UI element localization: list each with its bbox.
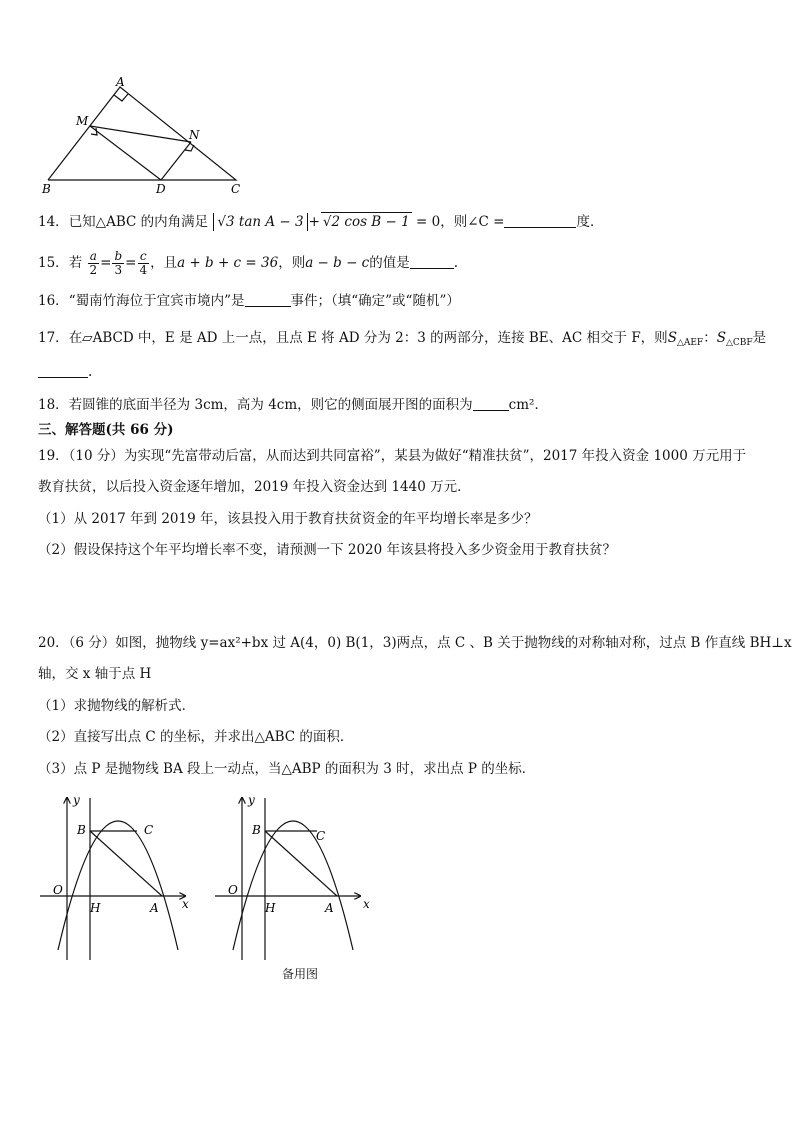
label-a: A — [116, 75, 125, 89]
q15-answer-blank[interactable] — [410, 254, 454, 269]
q14-sqrt-expr: √2 cos B − 1 — [322, 214, 410, 230]
segment-ba — [90, 831, 162, 896]
label-h: H — [90, 901, 101, 915]
question-17: 17．在▱ABCD 中，E 是 AD 上一点，且点 E 将 AD 分为 2：3 的两部分，连接 BE、AC 相交于 F，则$S_{\triangle AEF}$：$S_{\triangle CBF}$是 — [38, 330, 767, 348]
segment-mn — [90, 126, 191, 142]
label-c: C — [316, 829, 326, 843]
segment-nd — [161, 142, 191, 180]
q14-answer-blank[interactable] — [504, 213, 576, 228]
label-c: C — [144, 823, 154, 837]
label-h: H — [265, 901, 276, 915]
question-20-sub3: （3）点 P 是抛物线 BA 段上一动点，当△ABP 的面积为 3 时，求出点 P 的坐标． — [38, 761, 536, 777]
question-15: 15．若 $\frac{a}{2}$ = $\frac{b}{3}$ = $\frac{c}{4}$ ，且a + b + c = 36，则a − b − c的值是 . — [38, 249, 459, 277]
fraction-a-2: $\frac{a}{2}$ — [89, 249, 98, 277]
q14-abs-expr: √3 tan A − 3 — [213, 213, 307, 231]
question-18: 18．若圆锥的底面半径为 3cm，高为 4cm，则它的侧面展开图的面积为 cm²． — [38, 397, 548, 413]
question-20-sub2: （2）直接写出点 C 的坐标，并求出△ABC 的面积． — [38, 729, 354, 745]
parabola-figure-main — [40, 790, 200, 965]
label-c: C — [231, 182, 241, 196]
right-angle-a — [114, 94, 128, 101]
label-m: M — [76, 114, 89, 128]
label-b: B — [42, 182, 51, 196]
label-y: y — [248, 793, 255, 807]
question-19-sub2: （2）假设保持这个年平均增长率不变，请预测一下 2020 年该县将投入多少资金用于教育扶贫？ — [38, 542, 617, 558]
q16-answer-blank[interactable] — [245, 292, 291, 307]
spare-figure-caption: 备用图 — [282, 967, 319, 981]
label-n: N — [189, 128, 200, 142]
label-d: D — [156, 182, 166, 196]
question-19-line2: 教育扶贫，以后投入资金逐年增加，2019 年投入资金达到 1440 万元． — [38, 479, 471, 495]
question-19-sub1: （1）从 2017 年到 2019 年，该县投入用于教育扶贫资金的年平均增长率是多少？ — [38, 511, 538, 527]
fraction-c-4: $\frac{c}{4}$ — [139, 249, 148, 277]
label-a: A — [150, 901, 159, 915]
label-b: B — [252, 823, 261, 837]
parabola-figure-spare — [215, 790, 375, 965]
parabola-curve — [58, 821, 178, 950]
question-20-line1: 20．（6 分）如图，抛物线 y=ax²+bx 过 A(4，0) B(1，3)两点，点 C 、B 关于抛物线的对称轴对称，过点 B 作直线 BH⊥x — [38, 635, 792, 651]
label-x: x — [363, 897, 370, 911]
section-title: 三、解答题(共 66 分) — [38, 422, 174, 438]
question-20-sub1: （1）求抛物线的解析式． — [38, 698, 196, 714]
question-19-line1: 19．（10 分）为实现“先富带动后富，从而达到共同富裕”，某县为做好“精准扶贫”，2017 年投入资金 1000 万元用于 — [38, 448, 747, 464]
label-o: O — [53, 883, 63, 897]
q17-answer-blank[interactable] — [38, 363, 88, 378]
question-20-line2: 轴，交 x 轴于点 H — [38, 666, 152, 682]
q18-answer-blank[interactable] — [473, 396, 509, 411]
question-14: 14．已知△ABC 的内角满足 √3 tan A − 3 + √2 cos B − 1 = 0，则∠C = 度． — [38, 214, 604, 230]
question-16: 16．“蜀南竹海位于宜宾市境内”是 事件；（填“确定”或“随机”） — [38, 293, 460, 309]
label-x: x — [182, 897, 189, 911]
label-o: O — [228, 883, 238, 897]
label-a: A — [325, 901, 334, 915]
triangle-figure — [36, 75, 256, 200]
label-y: y — [73, 793, 80, 807]
segment-ba — [265, 831, 337, 896]
segment-md — [90, 126, 161, 180]
parabola-curve — [233, 821, 353, 950]
fraction-b-3: $\frac{b}{3}$ — [114, 249, 123, 277]
label-b: B — [77, 823, 86, 837]
question-17-blank-line: . — [38, 363, 92, 381]
